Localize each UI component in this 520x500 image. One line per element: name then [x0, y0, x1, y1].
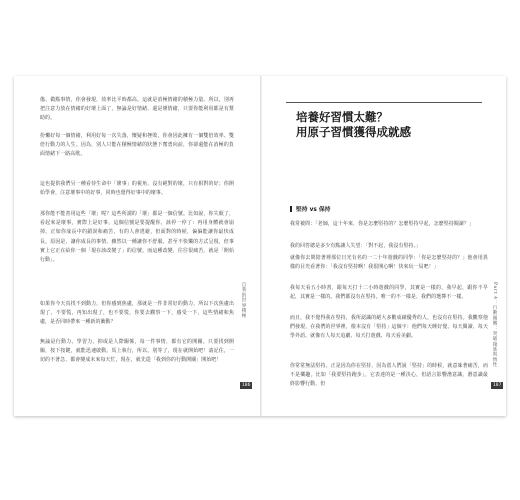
- chapter-title-line-2: 用原子習慣獲得成就感: [296, 125, 411, 139]
- book-spread: [14, 76, 506, 416]
- section-bar-icon: [290, 206, 292, 212]
- right-paragraph-6: 你常常無法堅持，正是因為你在堅持，因為當人們說「堅持」的時候，就意味著痛苦，而不是樂趣。比如「我要堅持跑步」。它表達的是一種決心，但語言影響潛意識，潛意識最終影響行動，但: [290, 363, 488, 388]
- chapter-rule: [286, 102, 482, 103]
- section-heading-text: 堅持 vs 保持: [296, 207, 331, 213]
- chapter-title: [296, 110, 476, 140]
- left-paragraph-6: 無論是行動力、學習力，抑或是人際關係，每一件事情，都有它的開關。只要找到開關，按下按鍵，就能迅速啟動。馬上執行，所以，別等了，現在就開始吧！請記住，一切的不著急，都會變成未來每天忙，現在，就先從「我到你的行動開關」開始吧！: [40, 339, 234, 364]
- chapter-title-line-1: 培養好習慣太難？: [296, 110, 388, 124]
- right-page-number: 187: [493, 383, 502, 388]
- right-running-header: Part 4：行動開關：突破拖延與惰性: [492, 282, 497, 368]
- left-page: [14, 76, 260, 416]
- left-page-number: 186: [242, 383, 251, 388]
- right-paragraph-4: 我每天看五小時書，跟每天打十二小時遊戲的同學，其實是一樣的，我早起，跟你不早起，其實是一樣的。我們都沒有在堅持。唯一的不一樣是，我們的選擇不一樣。: [290, 285, 488, 301]
- right-paragraph-1: 我常被問：「老師，這十年來，你是怎麼堅持的？怎麼堅持早起，怎麼堅持閱讀？」: [290, 221, 475, 227]
- left-paragraph-3: 這也提供我們另一種看待生命中「壞事」的視角，沒有絕對的壞，只有相對的好；你開始學會，注意壞事中的好事，同時也覺得好事中的壞事。: [40, 181, 234, 197]
- left-paragraph-5: 如果你今天真找不到動力，但你感到焦慮，那就是一件非常好的動力，所以下次焦慮出現了，不要慌，再知出現了，也不要慌，你要去觀察一下，感受一下，這些情緒和焦慮，是否同時帶來一種新的衝動？: [40, 301, 234, 326]
- left-paragraph-4: 那你能不能善用這些「壞」呢？這些所謂的「壞」都是一個信號。比如說，你失眠了，看起來是壞事，實際上是好事。這個信號是要提醒你，該停一停了：再用身體就會崩掉，正如你成長中的錯誤和痛苦，有的人會逃避，但面對的時候，偏偏能讓你最快成長。原因是，讓你成長的事情，雖然以一種讓你不舒服、甚至不快樂的方式呈現，但事實上它正在給你一個「現在該改變了」的信號。而這種改變，往往很痛苦，就是「開始行動」。: [40, 211, 234, 264]
- right-paragraph-3: 就像你去問陪著裡那位日光有名的一二十年遊戲的同學：「你是怎麼堅持的？」他會用異樣的目光看著你：「我沒有堅持啊！我很開心啊！快來玩一局吧！」: [290, 255, 488, 271]
- left-running-header: 自我的世界積極: [241, 282, 246, 319]
- left-paragraph-2: 扮懶好每一個情緒，利用好每一次失落，懷疑和挫敗，你會因此擁有一個雙倍效率、雙倍行動力的人生。因為，別人只能在積極情緒的狀態下奮勇向前，你卻還能在消極的負面情緒下一路高歌。: [40, 133, 234, 158]
- section-heading: [290, 204, 330, 213]
- right-paragraph-2: 我的回答總是多少有點讓人失望：「對不起，我沒有堅持。」: [290, 243, 422, 249]
- right-page: [262, 76, 506, 416]
- right-paragraph-5: 而且，我不覺得我在堅持，我所認識的絕大多數成績優秀的人，也沒有在堅持。我觀察他們發現，在我們的世界裡，根本沒有「堅持」這個字：他們每天睡好覺、每天閱讀、每天學外語、就像有人每天追劇、每天打遊戲、每天看美劇。: [290, 315, 488, 340]
- left-paragraph-1: 傷、做點事情，你會發現，效率比平時都高。這就是消極情緒的積極力量。所以，別再把注意力放在情緒的好壞上面了，無論是好情緒，還是壞情緒，只要你能利用都是有幫助的。: [40, 97, 234, 122]
